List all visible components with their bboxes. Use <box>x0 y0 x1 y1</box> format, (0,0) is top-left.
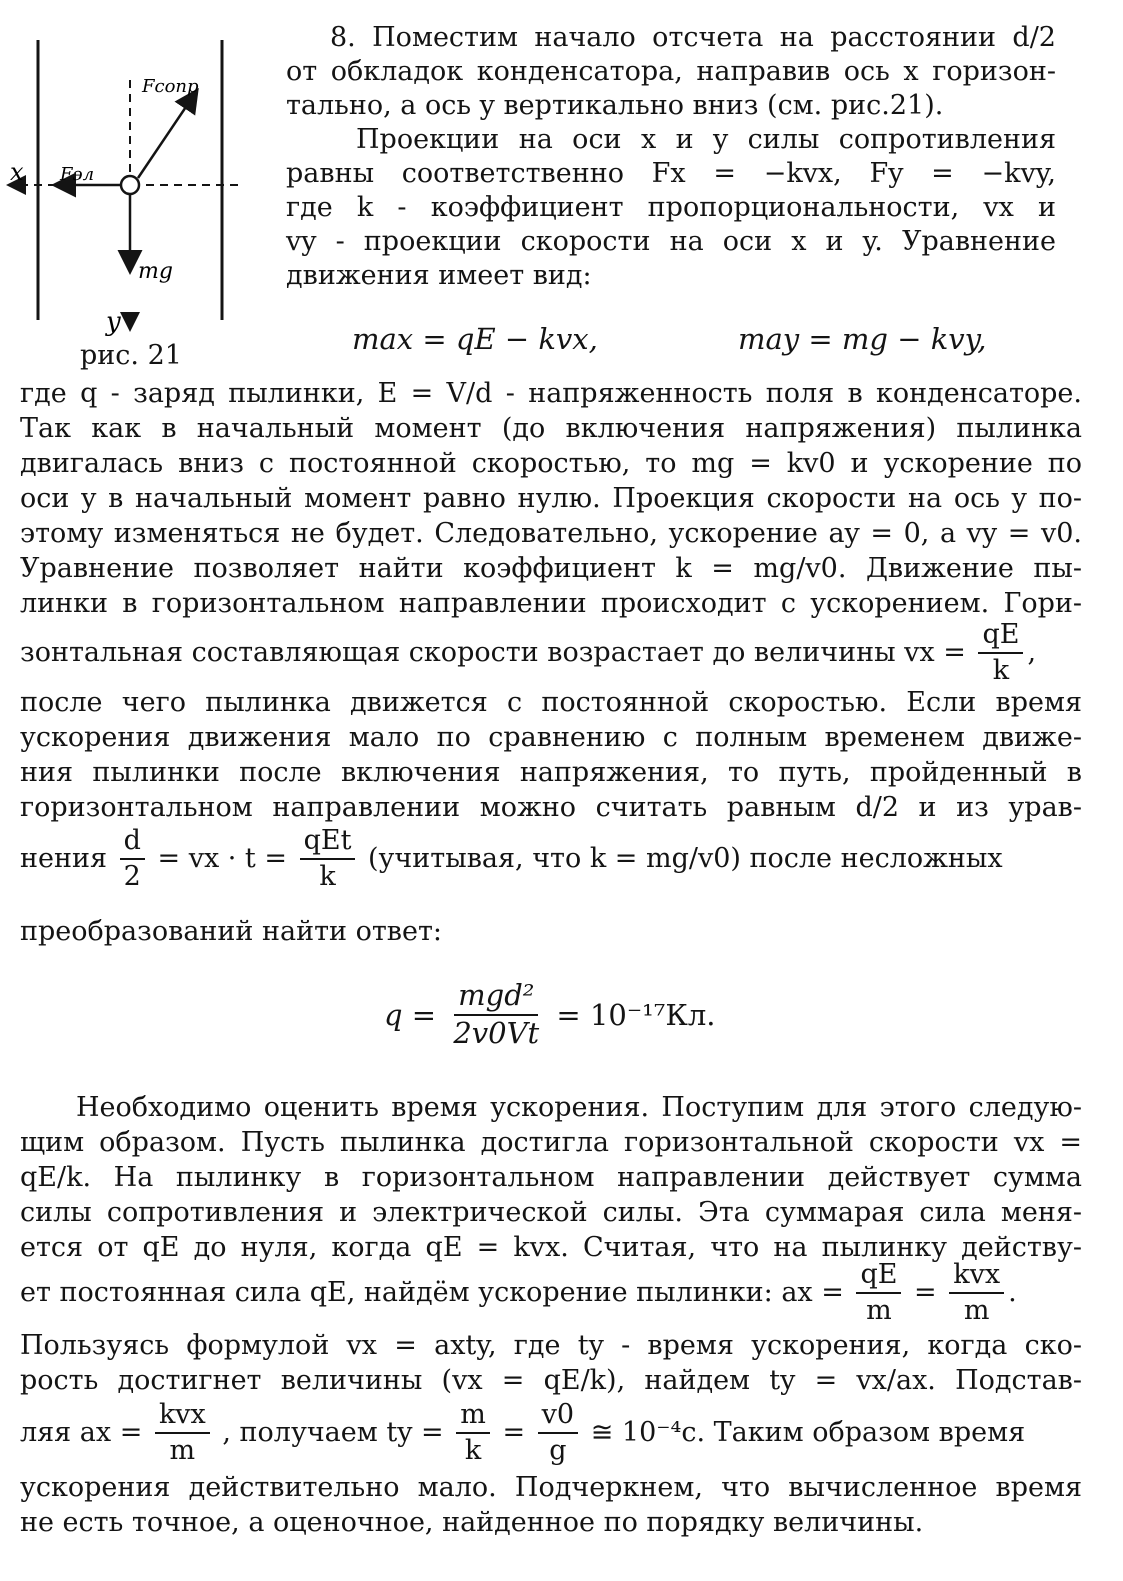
distance-equation-line <box>20 826 1003 891</box>
body-line-3: двигалась вниз с постоянной скоростью, то mg = kv0 и ускорение по <box>20 448 1082 479</box>
ax-line-text: ет постоянная сила qE, найдём ускорение пылинки: ax = <box>20 1277 844 1309</box>
ty-line-pre: ляя ax = <box>20 1417 143 1449</box>
body-line-5: этому изменяться не будет. Следовательно, ускорение ay = 0, а vy = v0. <box>20 518 1082 549</box>
ty-fraction-3 <box>538 1400 578 1465</box>
intro-line-3: тально, а ось y вертикально вниз (см. рис.21). <box>286 90 944 121</box>
answer-formula <box>384 980 715 1050</box>
ty-fraction-2-num: m <box>456 1400 490 1434</box>
ty-line-eq: = <box>502 1417 526 1449</box>
intro-line-5: равны соответственно Fx = −kvx, Fy = −kvy, <box>286 158 1056 189</box>
ax-fraction-2 <box>949 1260 1004 1325</box>
body-line-4: оси y в начальный момент равно нулю. Проекция скорости на ось y по- <box>20 483 1082 514</box>
answer-lhs: q = <box>384 997 437 1032</box>
para3-line-1: Пользуясь формулой vx = axty, где ty - время ускорения, когда ско- <box>20 1330 1082 1361</box>
body2-line-4: горизонтальном направлении можно считать равным d/2 и из урав- <box>20 792 1082 823</box>
distance-fraction-2-den: k <box>319 860 336 892</box>
answer-fraction <box>449 980 543 1050</box>
label-x: x <box>10 158 24 186</box>
para2-line-1: Необходимо оценить время ускорения. Поступим для этого следую- <box>76 1092 1082 1123</box>
answer-fraction-num: mgd² <box>454 980 538 1016</box>
distance-fraction-1-num: d <box>120 826 145 860</box>
ty-fraction-1 <box>155 1400 210 1465</box>
ty-fraction-1-num: kvx <box>155 1400 210 1434</box>
ax-fraction-1-num: qE <box>856 1260 901 1294</box>
distance-fraction-1-den: 2 <box>123 860 141 892</box>
distance-fraction-2-num: qEt <box>300 826 356 860</box>
distance-fraction-1 <box>120 826 145 891</box>
ty-fraction-2 <box>456 1400 490 1465</box>
dust-particle <box>121 176 139 194</box>
body-line-6: Уравнение позволяет найти коэффициент k = mg/v0. Движение пы- <box>20 553 1082 584</box>
body2-line-3: ния пылинки после включения напряжения, то путь, пройденный в <box>20 757 1082 788</box>
distance-eq-post: (учитывая, что k = mg/v0) после несложных <box>368 843 1003 875</box>
body-line-1: где q - заряд пылинки, E = V/d - напряженность поля в конденсаторе. <box>20 378 1082 409</box>
final-line-1: ускорения действительно мало. Подчеркнем, что вычисленное время <box>20 1472 1082 1503</box>
distance-eq-mid: = vx · t = <box>157 843 287 875</box>
para2-line-4: силы сопротивления и электрической силы. Эта суммарая сила меня- <box>20 1197 1082 1228</box>
figure-caption: рис. 21 <box>80 340 182 371</box>
para2-line-2: щим образом. Пусть пылинка достигла горизонтальной скорости vx = <box>20 1127 1082 1158</box>
label-force-top: Fсопр <box>142 76 199 97</box>
body2-line-1: после чего пылинка движется с постоянной скоростью. Если время <box>20 687 1082 718</box>
force-drag-arrow <box>138 92 196 178</box>
label-y: y <box>106 307 121 337</box>
ax-fraction-1-den: m <box>866 1294 892 1326</box>
final-line-2: не есть точное, а оценочное, найденное по порядку величины. <box>20 1507 924 1538</box>
label-force-left: Fэл <box>60 164 95 185</box>
ty-fraction-1-den: m <box>169 1434 196 1466</box>
body-line-2: Так как в начальный момент (до включения напряжения) пылинка <box>20 413 1082 444</box>
vx-line-tail: , <box>1027 637 1037 669</box>
equation-motion-y: may = mg − kvy, <box>738 322 987 356</box>
ty-line-post: ≅ 10⁻⁴с. Таким образом время <box>590 1417 1026 1449</box>
distance-fraction-2 <box>300 826 356 891</box>
ty-fraction-3-den: g <box>549 1434 567 1466</box>
ty-line-mid: , получаем ty = <box>222 1417 444 1449</box>
intro-line-1: 8. Поместим начало отсчета на расстоянии d/2 <box>330 22 1056 53</box>
intro-line-7: vy - проекции скорости на оси x и y. Уравнение <box>286 226 1056 257</box>
intro-line-8: движения имеет вид: <box>286 260 592 291</box>
body2-line-2: ускорения движения мало по сравнению с полным временем движе- <box>20 722 1082 753</box>
ax-fraction-2-den: m <box>963 1294 990 1326</box>
figure-21 <box>0 30 280 380</box>
ty-fraction-2-den: k <box>464 1434 482 1466</box>
body-line-7: линки в горизонтальном направлении происходит с ускорением. Гори- <box>20 588 1082 619</box>
answer-fraction-den: 2v0Vt <box>453 1015 540 1050</box>
ax-fraction-1 <box>856 1260 901 1325</box>
para3-line-2: рость достигнет величины (vx = qE/k), найдем ty = vx/ax. Подстав- <box>20 1365 1082 1396</box>
intro-line-6: где k - коэффициент пропорциональности, vx и <box>286 192 1056 223</box>
distance-eq-pre: нения <box>20 843 107 875</box>
vx-line-text: зонтальная составляющая скорости возрастает до величины vx = <box>20 637 966 669</box>
vx-fraction-den: k <box>992 654 1010 686</box>
para2-line-5: ется от qE до нуля, когда qE = kvx. Считая, что на пылинку действу- <box>20 1232 1082 1263</box>
ax-line-tail: . <box>1008 1277 1017 1309</box>
vx-fraction <box>978 620 1023 685</box>
vx-line <box>20 620 1036 685</box>
ax-line <box>20 1260 1017 1325</box>
equation-motion-x: max = qE − kvx, <box>352 322 598 356</box>
ty-line <box>20 1400 1025 1465</box>
ax-fraction-2-num: kvx <box>949 1260 1004 1294</box>
intro-line-2: от обкладок конденсатора, направив ось x горизон- <box>286 56 1056 87</box>
ax-line-eq: = <box>914 1277 937 1309</box>
answer-rhs: = 10⁻¹⁷Кл. <box>556 997 716 1032</box>
ty-fraction-3-num: v0 <box>538 1400 578 1434</box>
para2-line-3: qE/k. На пылинку в горизонтальном направлении действует сумма <box>20 1162 1082 1193</box>
label-mg: mg <box>138 259 173 284</box>
vx-fraction-num: qE <box>978 620 1023 654</box>
intro-line-4: Проекции на оси x и y силы сопротивления <box>356 124 1056 155</box>
answer-intro: преобразований найти ответ: <box>20 916 443 947</box>
